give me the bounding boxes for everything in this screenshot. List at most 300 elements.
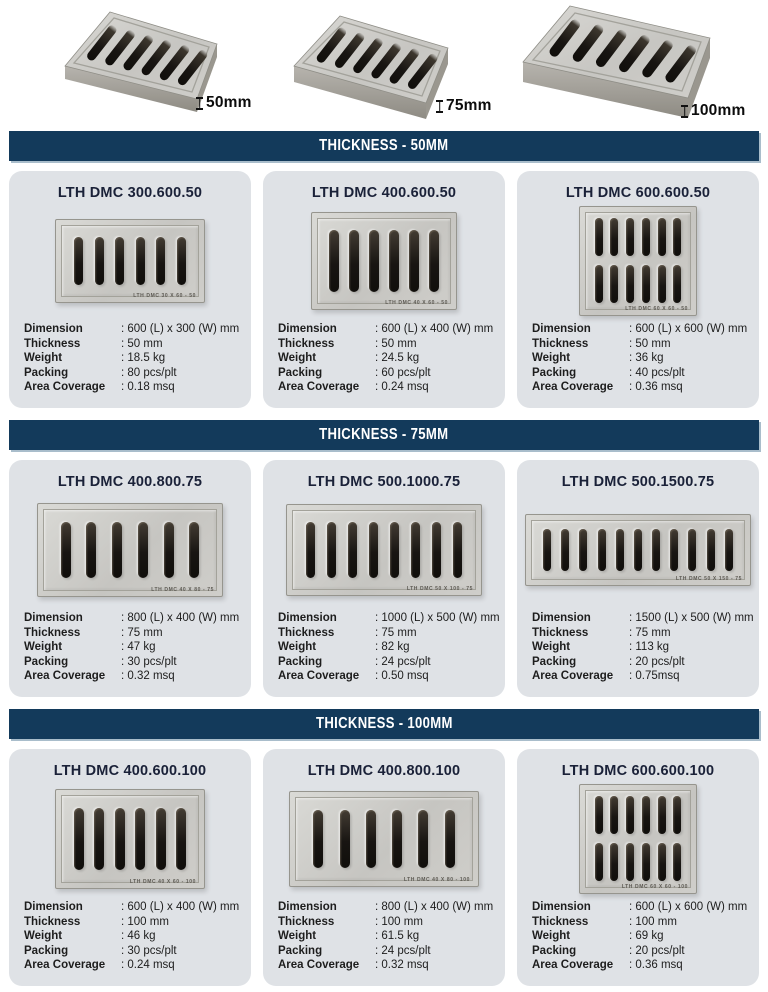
grate-slot: [432, 522, 441, 578]
grate-slot: [429, 230, 439, 292]
drain-grate-image: [286, 504, 482, 596]
grate-slot: [673, 265, 681, 303]
spec-row: [278, 640, 495, 655]
grate-slot-row: [297, 799, 471, 879]
section-header-bar: [9, 131, 759, 161]
spec-row: [24, 640, 241, 655]
spec-label: Thickness: [24, 626, 81, 639]
spec-row: [24, 929, 241, 944]
spec-label: Packing: [278, 944, 323, 957]
spec-value: : 600 (L) x 300 (W) mm: [121, 323, 240, 336]
grate-slot: [369, 522, 378, 578]
spec-row: [24, 351, 241, 366]
spec-label: Weight: [24, 641, 63, 654]
spec-label: Weight: [24, 930, 63, 943]
grate-slot: [595, 796, 603, 834]
thickness-label-text: 100mm: [691, 102, 746, 119]
spec-row: [532, 944, 749, 959]
spec-table: [517, 898, 759, 986]
grate-slot: [658, 796, 666, 834]
spec-label: Dimension: [278, 612, 337, 625]
grate-slot: [329, 230, 339, 292]
grate-slots: [45, 511, 215, 589]
grate-slots: [294, 512, 474, 588]
grate-slot: [176, 808, 186, 870]
grate-slot: [411, 522, 420, 578]
spec-value: : 100 mm: [121, 915, 169, 928]
spec-value: : 113 kg: [629, 641, 670, 654]
grate-slot: [189, 522, 199, 578]
grate-slot: [658, 843, 666, 881]
spec-value: : 0.50 msq: [375, 670, 429, 683]
grate-slot: [688, 529, 696, 571]
grate-slot: [642, 265, 650, 303]
spec-label: Thickness: [532, 337, 589, 350]
product-photo: [9, 490, 251, 609]
grate-emboss-text: LTH DMC 50 X 150 - 75: [675, 575, 742, 582]
product-model: LTH DMC 500.1000.75: [307, 474, 461, 490]
grate-slot: [658, 265, 666, 303]
spec-row: [278, 915, 495, 930]
thickness-section: [0, 709, 768, 986]
spec-label: Area Coverage: [278, 381, 360, 394]
spec-value: : 36 kg: [629, 352, 664, 365]
product-model: LTH DMC 400.800.75: [57, 474, 203, 490]
spec-label: Thickness: [278, 626, 335, 639]
grate-slot: [670, 529, 678, 571]
section-header-bar: [9, 709, 759, 739]
spec-row: [24, 337, 241, 352]
spec-label: Area Coverage: [24, 959, 106, 972]
spec-table: [263, 898, 505, 986]
product-card: [517, 749, 759, 986]
spec-label: Area Coverage: [532, 670, 614, 683]
grate-slot-row: [587, 214, 689, 261]
grate-slots: [587, 214, 689, 308]
spec-value: : 0.18 msq: [121, 381, 175, 394]
spec-row: [278, 900, 495, 915]
grate-slot: [313, 810, 323, 868]
cards-row: [0, 460, 768, 697]
spec-value: : 600 (L) x 600 (W) mm: [629, 323, 748, 336]
spec-row: [278, 626, 495, 641]
grate-emboss-text: LTH DMC 40 X 80 - 100: [403, 876, 470, 883]
spec-row: [532, 626, 749, 641]
product-photo: [517, 779, 759, 898]
drain-grate-image: [525, 514, 751, 586]
spec-row: [24, 366, 241, 381]
grate-slot-row: [533, 522, 743, 578]
grate-slot: [390, 522, 399, 578]
grate-slots: [533, 522, 743, 578]
spec-label: Packing: [24, 944, 69, 957]
drain-grate-image: [311, 212, 457, 310]
spec-row: [278, 929, 495, 944]
spec-value: : 61.5 kg: [375, 930, 420, 943]
spec-row: [24, 655, 241, 670]
spec-value: : 24 pcs/plt: [375, 655, 431, 668]
spec-row: [24, 900, 241, 915]
grate-emboss-text: LTH DMC 60 X 60 - 50: [625, 305, 688, 312]
product-card: [263, 171, 505, 408]
spec-value: : 50 mm: [375, 337, 417, 350]
spec-value: : 0.75msq: [629, 670, 680, 683]
spec-value: : 82 kg: [375, 641, 410, 654]
spec-table: [517, 320, 759, 408]
spec-row: [24, 380, 241, 395]
product-model: LTH DMC 600.600.100: [561, 763, 715, 779]
spec-row: [532, 380, 749, 395]
spec-value: : 0.24 msq: [375, 381, 429, 394]
grate-slots: [297, 799, 471, 879]
spec-row: [24, 944, 241, 959]
spec-value: : 24 pcs/plt: [375, 944, 431, 957]
spec-row: [278, 380, 495, 395]
product-model: LTH DMC 400.600.50: [311, 185, 457, 201]
grate-slot: [445, 810, 455, 868]
spec-label: Thickness: [278, 337, 335, 350]
drain-grate-image: [289, 791, 479, 887]
spec-row: [532, 900, 749, 915]
grate-slot: [707, 529, 715, 571]
thickness-ruler-icon: [681, 105, 688, 118]
spec-label: Weight: [532, 930, 571, 943]
section-header-bar: [9, 420, 759, 450]
spec-row: [532, 351, 749, 366]
spec-value: : 600 (L) x 400 (W) mm: [375, 323, 494, 336]
spec-row: [532, 929, 749, 944]
product-card: [9, 460, 251, 697]
thickness-ruler-icon: [196, 97, 203, 110]
spec-value: : 0.32 msq: [375, 959, 429, 972]
grate-slot: [626, 843, 634, 881]
grate-slot: [595, 843, 603, 881]
grate-emboss-text: LTH DMC 50 X 100 - 75: [406, 585, 473, 592]
spec-value: : 0.36 msq: [629, 381, 683, 394]
grate-slot: [366, 810, 376, 868]
thickness-section: [0, 420, 768, 697]
grate-slot: [595, 218, 603, 256]
spec-value: : 50 mm: [121, 337, 163, 350]
hero-photos: [0, 0, 768, 131]
spec-value: : 1500 (L) x 500 (W) mm: [629, 612, 754, 625]
spec-value: : 40 pcs/plt: [629, 366, 685, 379]
spec-row: [532, 322, 749, 337]
spec-row: [532, 655, 749, 670]
spec-label: Packing: [532, 655, 577, 668]
spec-value: : 600 (L) x 600 (W) mm: [629, 901, 748, 914]
spec-row: [278, 669, 495, 684]
grate-slot: [115, 237, 124, 285]
grate-slot: [642, 218, 650, 256]
product-photo: [263, 490, 505, 609]
spec-value: : 0.24 msq: [121, 959, 175, 972]
spec-label: Thickness: [532, 626, 589, 639]
spec-row: [278, 351, 495, 366]
grate-slot: [673, 843, 681, 881]
product-photo: [517, 490, 759, 609]
grate-slot-row: [63, 227, 197, 295]
spec-row: [532, 337, 749, 352]
grate-slot: [626, 796, 634, 834]
grate-slots: [587, 792, 689, 886]
thickness-label-50mm: [196, 94, 252, 112]
grate-emboss-text: LTH DMC 30 X 60 - 50: [133, 292, 196, 299]
spec-label: Packing: [278, 655, 323, 668]
product-photo: [517, 201, 759, 320]
grate-emboss-text: LTH DMC 60 X 60 - 100: [621, 883, 688, 890]
grate-slot: [658, 218, 666, 256]
spec-value: : 20 pcs/plt: [629, 944, 685, 957]
grate-slot-row: [294, 512, 474, 588]
grate-slot-row: [587, 839, 689, 886]
spec-row: [24, 626, 241, 641]
grate-slot: [673, 796, 681, 834]
grate-slot: [595, 265, 603, 303]
spec-label: Packing: [24, 655, 69, 668]
grate-slot: [86, 522, 96, 578]
thickness-label-text: 50mm: [206, 94, 252, 111]
spec-label: Weight: [532, 352, 571, 365]
grate-slot: [389, 230, 399, 292]
spec-value: : 1000 (L) x 500 (W) mm: [375, 612, 500, 625]
thickness-label-100mm: [681, 102, 745, 120]
product-model: LTH DMC 400.800.100: [307, 763, 461, 779]
spec-table: [263, 609, 505, 697]
grate-slot: [610, 843, 618, 881]
grate-slots: [63, 227, 197, 295]
grate-slot: [112, 522, 122, 578]
spec-row: [278, 366, 495, 381]
spec-label: Dimension: [532, 612, 591, 625]
spec-label: Thickness: [24, 915, 81, 928]
spec-label: Area Coverage: [24, 670, 106, 683]
spec-label: Area Coverage: [532, 381, 614, 394]
spec-row: [532, 366, 749, 381]
grate-slot-row: [63, 797, 197, 881]
thickness-label-text: 75mm: [446, 97, 492, 114]
grate-slot: [453, 522, 462, 578]
spec-value: : 60 pcs/plt: [375, 366, 431, 379]
grate-slot: [349, 230, 359, 292]
spec-value: : 800 (L) x 400 (W) mm: [375, 901, 494, 914]
grate-slots: [319, 220, 449, 302]
spec-table: [9, 320, 251, 408]
spec-row: [24, 669, 241, 684]
grate-slot-row: [319, 220, 449, 302]
spec-label: Area Coverage: [278, 670, 360, 683]
product-model: LTH DMC 400.600.100: [53, 763, 207, 779]
grate-slot: [409, 230, 419, 292]
grate-slot: [673, 218, 681, 256]
catalog-sections: [0, 131, 768, 986]
grate-slot: [610, 218, 618, 256]
spec-value: : 100 mm: [375, 915, 423, 928]
grate-slot: [543, 529, 551, 571]
spec-value: : 47 kg: [121, 641, 156, 654]
product-model: LTH DMC 300.600.50: [57, 185, 203, 201]
grate-slot: [306, 522, 315, 578]
spec-label: Packing: [24, 366, 69, 379]
grate-slot: [626, 265, 634, 303]
drain-grate-image: [55, 219, 205, 303]
spec-label: Dimension: [24, 901, 83, 914]
spec-value: : 50 mm: [629, 337, 671, 350]
spec-label: Dimension: [532, 901, 591, 914]
spec-row: [24, 915, 241, 930]
grate-slot: [392, 810, 402, 868]
spec-value: : 0.32 msq: [121, 670, 175, 683]
grate-slot: [626, 218, 634, 256]
spec-label: Weight: [278, 641, 317, 654]
product-model: LTH DMC 500.1500.75: [561, 474, 715, 490]
spec-value: : 75 mm: [375, 626, 417, 639]
spec-value: : 30 pcs/plt: [121, 655, 177, 668]
spec-label: Packing: [532, 944, 577, 957]
spec-value: : 80 pcs/plt: [121, 366, 177, 379]
product-card: [263, 460, 505, 697]
grate-slot: [74, 808, 84, 870]
grate-slot: [725, 529, 733, 571]
spec-value: : 800 (L) x 400 (W) mm: [121, 612, 240, 625]
product-photo: [263, 779, 505, 898]
spec-label: Weight: [24, 352, 63, 365]
product-card: [263, 749, 505, 986]
grate-slot-row: [587, 261, 689, 308]
cards-row: [0, 749, 768, 986]
spec-label: Weight: [278, 930, 317, 943]
grate-slot: [94, 808, 104, 870]
spec-label: Thickness: [532, 915, 589, 928]
grate-slot: [74, 237, 83, 285]
spec-value: : 75 mm: [629, 626, 671, 639]
grate-slot-row: [45, 511, 215, 589]
grate-slot: [95, 237, 104, 285]
grate-slot: [561, 529, 569, 571]
grate-slot: [156, 237, 165, 285]
spec-value: : 0.36 msq: [629, 959, 683, 972]
spec-value: : 75 mm: [121, 626, 163, 639]
spec-value: : 30 pcs/plt: [121, 944, 177, 957]
spec-label: Thickness: [278, 915, 335, 928]
spec-row: [532, 915, 749, 930]
spec-value: : 18.5 kg: [121, 352, 166, 365]
product-model: LTH DMC 600.600.50: [565, 185, 711, 201]
spec-label: Area Coverage: [532, 959, 614, 972]
grate-slot: [340, 810, 350, 868]
spec-table: [9, 898, 251, 986]
grate-slot-row: [587, 792, 689, 839]
spec-row: [532, 611, 754, 626]
spec-value: : 20 pcs/plt: [629, 655, 685, 668]
spec-row: [532, 669, 749, 684]
grate-slot: [138, 522, 148, 578]
grate-emboss-text: LTH DMC 40 X 60 - 100: [129, 878, 196, 885]
spec-label: Weight: [532, 641, 571, 654]
grate-slot: [61, 522, 71, 578]
spec-row: [278, 655, 495, 670]
grate-slot: [634, 529, 642, 571]
spec-row: [278, 322, 495, 337]
product-photo: [263, 201, 505, 320]
spec-row: [278, 944, 495, 959]
grate-emboss-text: LTH DMC 40 X 80 - 75: [151, 586, 214, 593]
spec-row: [532, 958, 749, 973]
spec-row: [24, 322, 241, 337]
grate-slot: [598, 529, 606, 571]
grate-slot: [135, 808, 145, 870]
grate-slot: [610, 265, 618, 303]
grate-slot: [115, 808, 125, 870]
spec-row: [278, 611, 500, 626]
spec-label: Weight: [278, 352, 317, 365]
grate-slot: [156, 808, 166, 870]
grate-slot: [642, 796, 650, 834]
thickness-label-75mm: [436, 97, 492, 115]
section-header-label: THICKNESS - 50MM: [319, 137, 449, 154]
grate-slot: [136, 237, 145, 285]
spec-row: [278, 337, 495, 352]
spec-row: [532, 640, 749, 655]
grate-slot: [348, 522, 357, 578]
grate-slot: [610, 796, 618, 834]
spec-row: [24, 958, 241, 973]
grate-slot: [327, 522, 336, 578]
spec-value: : 24.5 kg: [375, 352, 420, 365]
grate-slot: [164, 522, 174, 578]
grate-slot: [579, 529, 587, 571]
spec-row: [278, 958, 495, 973]
spec-value: : 46 kg: [121, 930, 156, 943]
cards-row: [0, 171, 768, 408]
spec-label: Dimension: [278, 323, 337, 336]
spec-label: Dimension: [278, 901, 337, 914]
spec-label: Dimension: [532, 323, 591, 336]
grate-slots: [63, 797, 197, 881]
grate-slot: [177, 237, 186, 285]
grate-slot: [369, 230, 379, 292]
spec-label: Thickness: [24, 337, 81, 350]
spec-label: Packing: [278, 366, 323, 379]
spec-label: Dimension: [24, 323, 83, 336]
grate-slot: [652, 529, 660, 571]
spec-label: Area Coverage: [278, 959, 360, 972]
section-header-label: THICKNESS - 100MM: [315, 715, 453, 732]
spec-value: : 100 mm: [629, 915, 677, 928]
section-header-label: THICKNESS - 75MM: [319, 426, 449, 443]
spec-value: : 600 (L) x 400 (W) mm: [121, 901, 240, 914]
drain-grate-image: [37, 503, 223, 597]
drain-grate-image: [55, 789, 205, 889]
spec-row: [24, 611, 241, 626]
spec-label: Dimension: [24, 612, 83, 625]
grate-slot: [616, 529, 624, 571]
spec-label: Area Coverage: [24, 381, 106, 394]
thickness-section: [0, 131, 768, 408]
grate-slot: [418, 810, 428, 868]
product-card: [517, 460, 759, 697]
spec-table: [517, 609, 759, 697]
product-photo: [9, 779, 251, 898]
spec-value: : 69 kg: [629, 930, 664, 943]
product-card: [9, 171, 251, 408]
product-photo: [9, 201, 251, 320]
drain-grate-image: [579, 206, 697, 316]
grate-slot: [642, 843, 650, 881]
product-card: [517, 171, 759, 408]
grate-emboss-text: LTH DMC 40 X 60 - 50: [385, 299, 448, 306]
product-card: [9, 749, 251, 986]
